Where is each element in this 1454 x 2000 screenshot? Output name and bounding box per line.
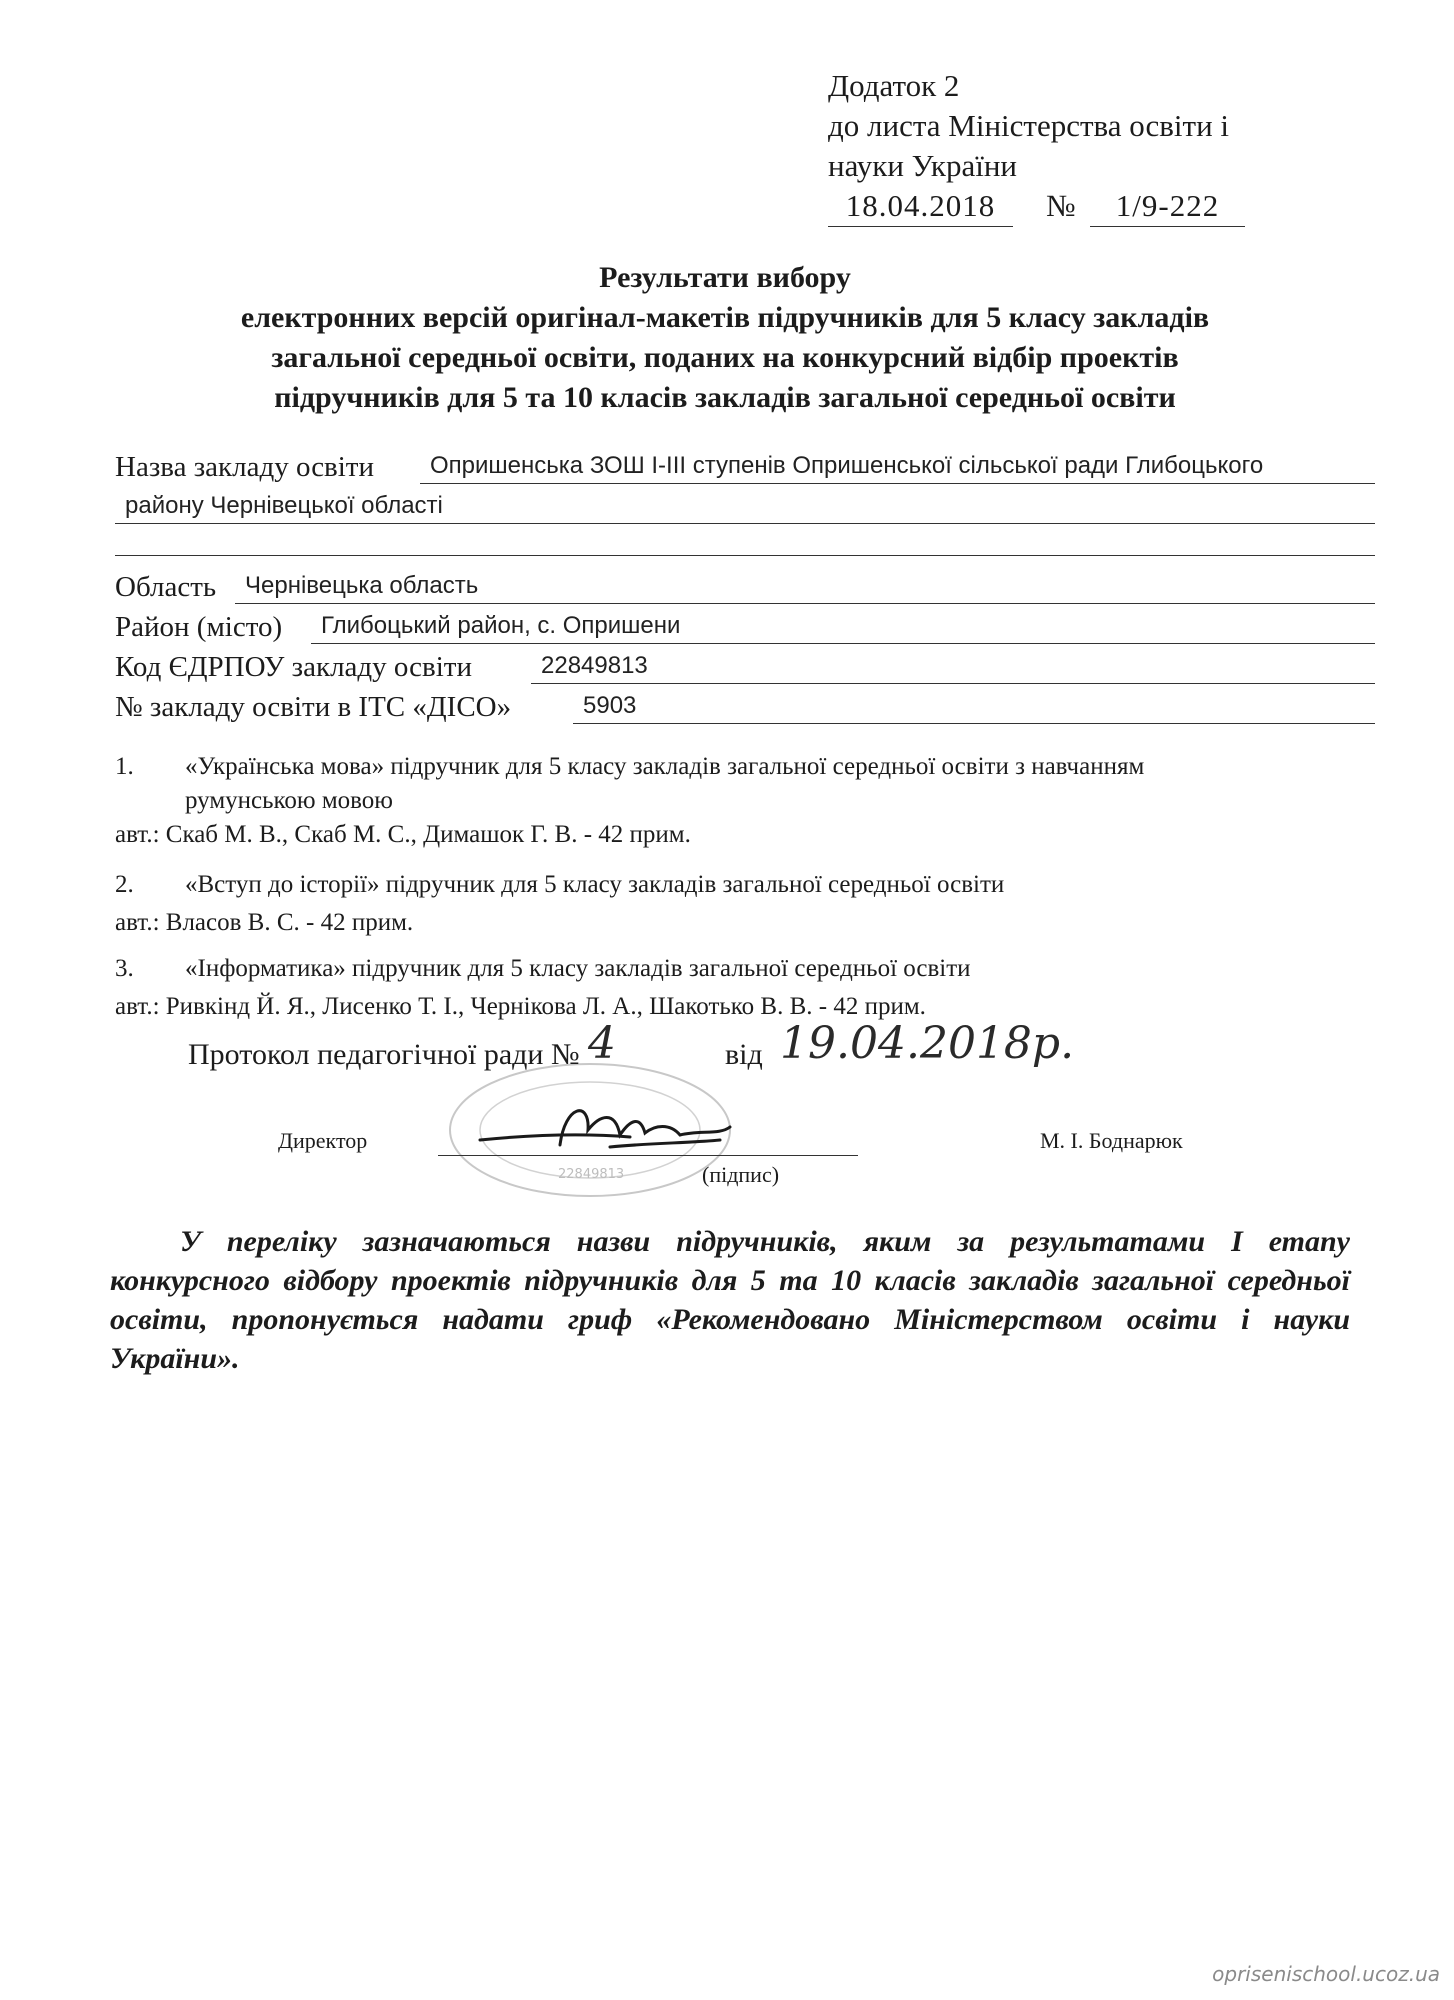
textbook-title: «Вступ до історії» підручник для 5 класу закладів загальної середньої освіти <box>185 871 1005 898</box>
appendix-line-2: до листа Міністерства освіти і <box>828 108 1230 143</box>
school-name-underline <box>420 449 1375 484</box>
textbook-title: «Інформатика» підручник для 5 класу закладів загальної середньої освіти <box>185 955 971 982</box>
signature-line <box>438 1153 858 1156</box>
district-label: Район (місто) <box>115 611 283 643</box>
title-line-4: підручників для 5 та 10 класів закладів загальної середньої освіти <box>274 381 1176 414</box>
protocol-from-label: від <box>725 1038 763 1071</box>
textbook-item-2 <box>115 868 1375 938</box>
edrpou-underline <box>531 649 1375 684</box>
diso-field <box>115 686 1375 724</box>
stamp-code: 22849813 <box>558 1167 625 1182</box>
textbook-number: 2. <box>115 871 134 898</box>
textbook-authors: авт.: Ривкінд Й. Я., Лисенко Т. І., Чернікова Л. А., Шакотько В. В. - 42 прим. <box>115 993 926 1020</box>
appendix-date: 18.04.2018 <box>828 186 1013 227</box>
protocol-number: 4 <box>588 1018 616 1069</box>
edrpou-label: Код ЄДРПОУ закладу освіти <box>115 651 472 683</box>
title-line-1: Результати вибору <box>599 261 851 294</box>
edrpou-field <box>115 646 1375 684</box>
title-line-3: загальної середньої освіти, поданих на конкурсний відбір проектів <box>271 341 1179 374</box>
director-label: Директор <box>278 1128 368 1153</box>
appendix-number-sign: № <box>1046 188 1076 223</box>
appendix-block <box>828 66 1298 228</box>
director-name: М. І. Боднарюк <box>1040 1128 1183 1153</box>
district-underline <box>311 609 1375 644</box>
district-value: Глибоцький район, с. Опришени <box>321 612 681 639</box>
diso-value: 5903 <box>583 692 637 719</box>
protocol-date: 19.04.2018р. <box>780 1018 1075 1069</box>
textbook-number: 3. <box>115 955 134 982</box>
region-value: Чернівецька область <box>245 572 479 599</box>
region-field <box>115 566 1375 604</box>
school-name-label: Назва закладу освіти <box>115 451 375 483</box>
textbook-title-line-1: «Українська мова» підручник для 5 класу закладів загальної середньої освіти з навчанням <box>185 753 1145 780</box>
textbook-authors: авт.: Скаб М. В., Скаб М. С., Димашок Г. В. - 42 прим. <box>115 821 691 848</box>
textbook-title <box>185 750 1335 818</box>
appendix-reference <box>828 186 1298 228</box>
appendix-number: 1/9-222 <box>1090 186 1245 227</box>
textbook-item-3 <box>115 952 1375 1022</box>
textbook-item-1 <box>115 750 1375 846</box>
edrpou-value: 22849813 <box>541 652 648 679</box>
school-name-value: Опришенська ЗОШ І-ІІІ ступенів Опришенської сільської ради Глибоцького <box>430 452 1264 479</box>
district-field <box>115 606 1375 644</box>
blank-line <box>115 555 1375 556</box>
diso-label: № закладу освіти в ІТС «ДІСО» <box>115 691 512 723</box>
textbook-authors: авт.: Власов В. С. - 42 прим. <box>115 909 414 936</box>
textbook-number: 1. <box>115 753 134 780</box>
region-underline <box>235 569 1375 604</box>
school-name-field-cont <box>115 486 1375 524</box>
document-title <box>150 258 1300 418</box>
school-name-underline-2 <box>115 489 1375 524</box>
school-name-value-2: району Чернівецької області <box>125 492 443 519</box>
title-line-2: електронних версій оригінал-макетів підручників для 5 класу закладів <box>240 301 1210 334</box>
school-name-field <box>115 446 1375 484</box>
signature-caption: (підпис) <box>702 1162 780 1187</box>
site-watermark: oprisenischool.ucoz.ua <box>1212 1962 1440 1986</box>
region-label: Область <box>115 571 217 603</box>
protocol-label: Протокол педагогічної ради № <box>188 1038 580 1071</box>
diso-underline <box>573 689 1375 724</box>
footnote: У переліку зазначаються назви підручників, яким за результатами І етапу конкурсного відбору проектів підручників для 5 та 10 класів закладів загальної середньої освіти, пропонується надати гриф «Рекомендовано Міністерством освіти і науки України». <box>110 1225 1350 1375</box>
appendix-line-3: науки України <box>828 148 1018 183</box>
textbook-title-line-2: румунською мовою <box>185 787 393 814</box>
appendix-line-1: Додаток 2 <box>828 68 960 103</box>
